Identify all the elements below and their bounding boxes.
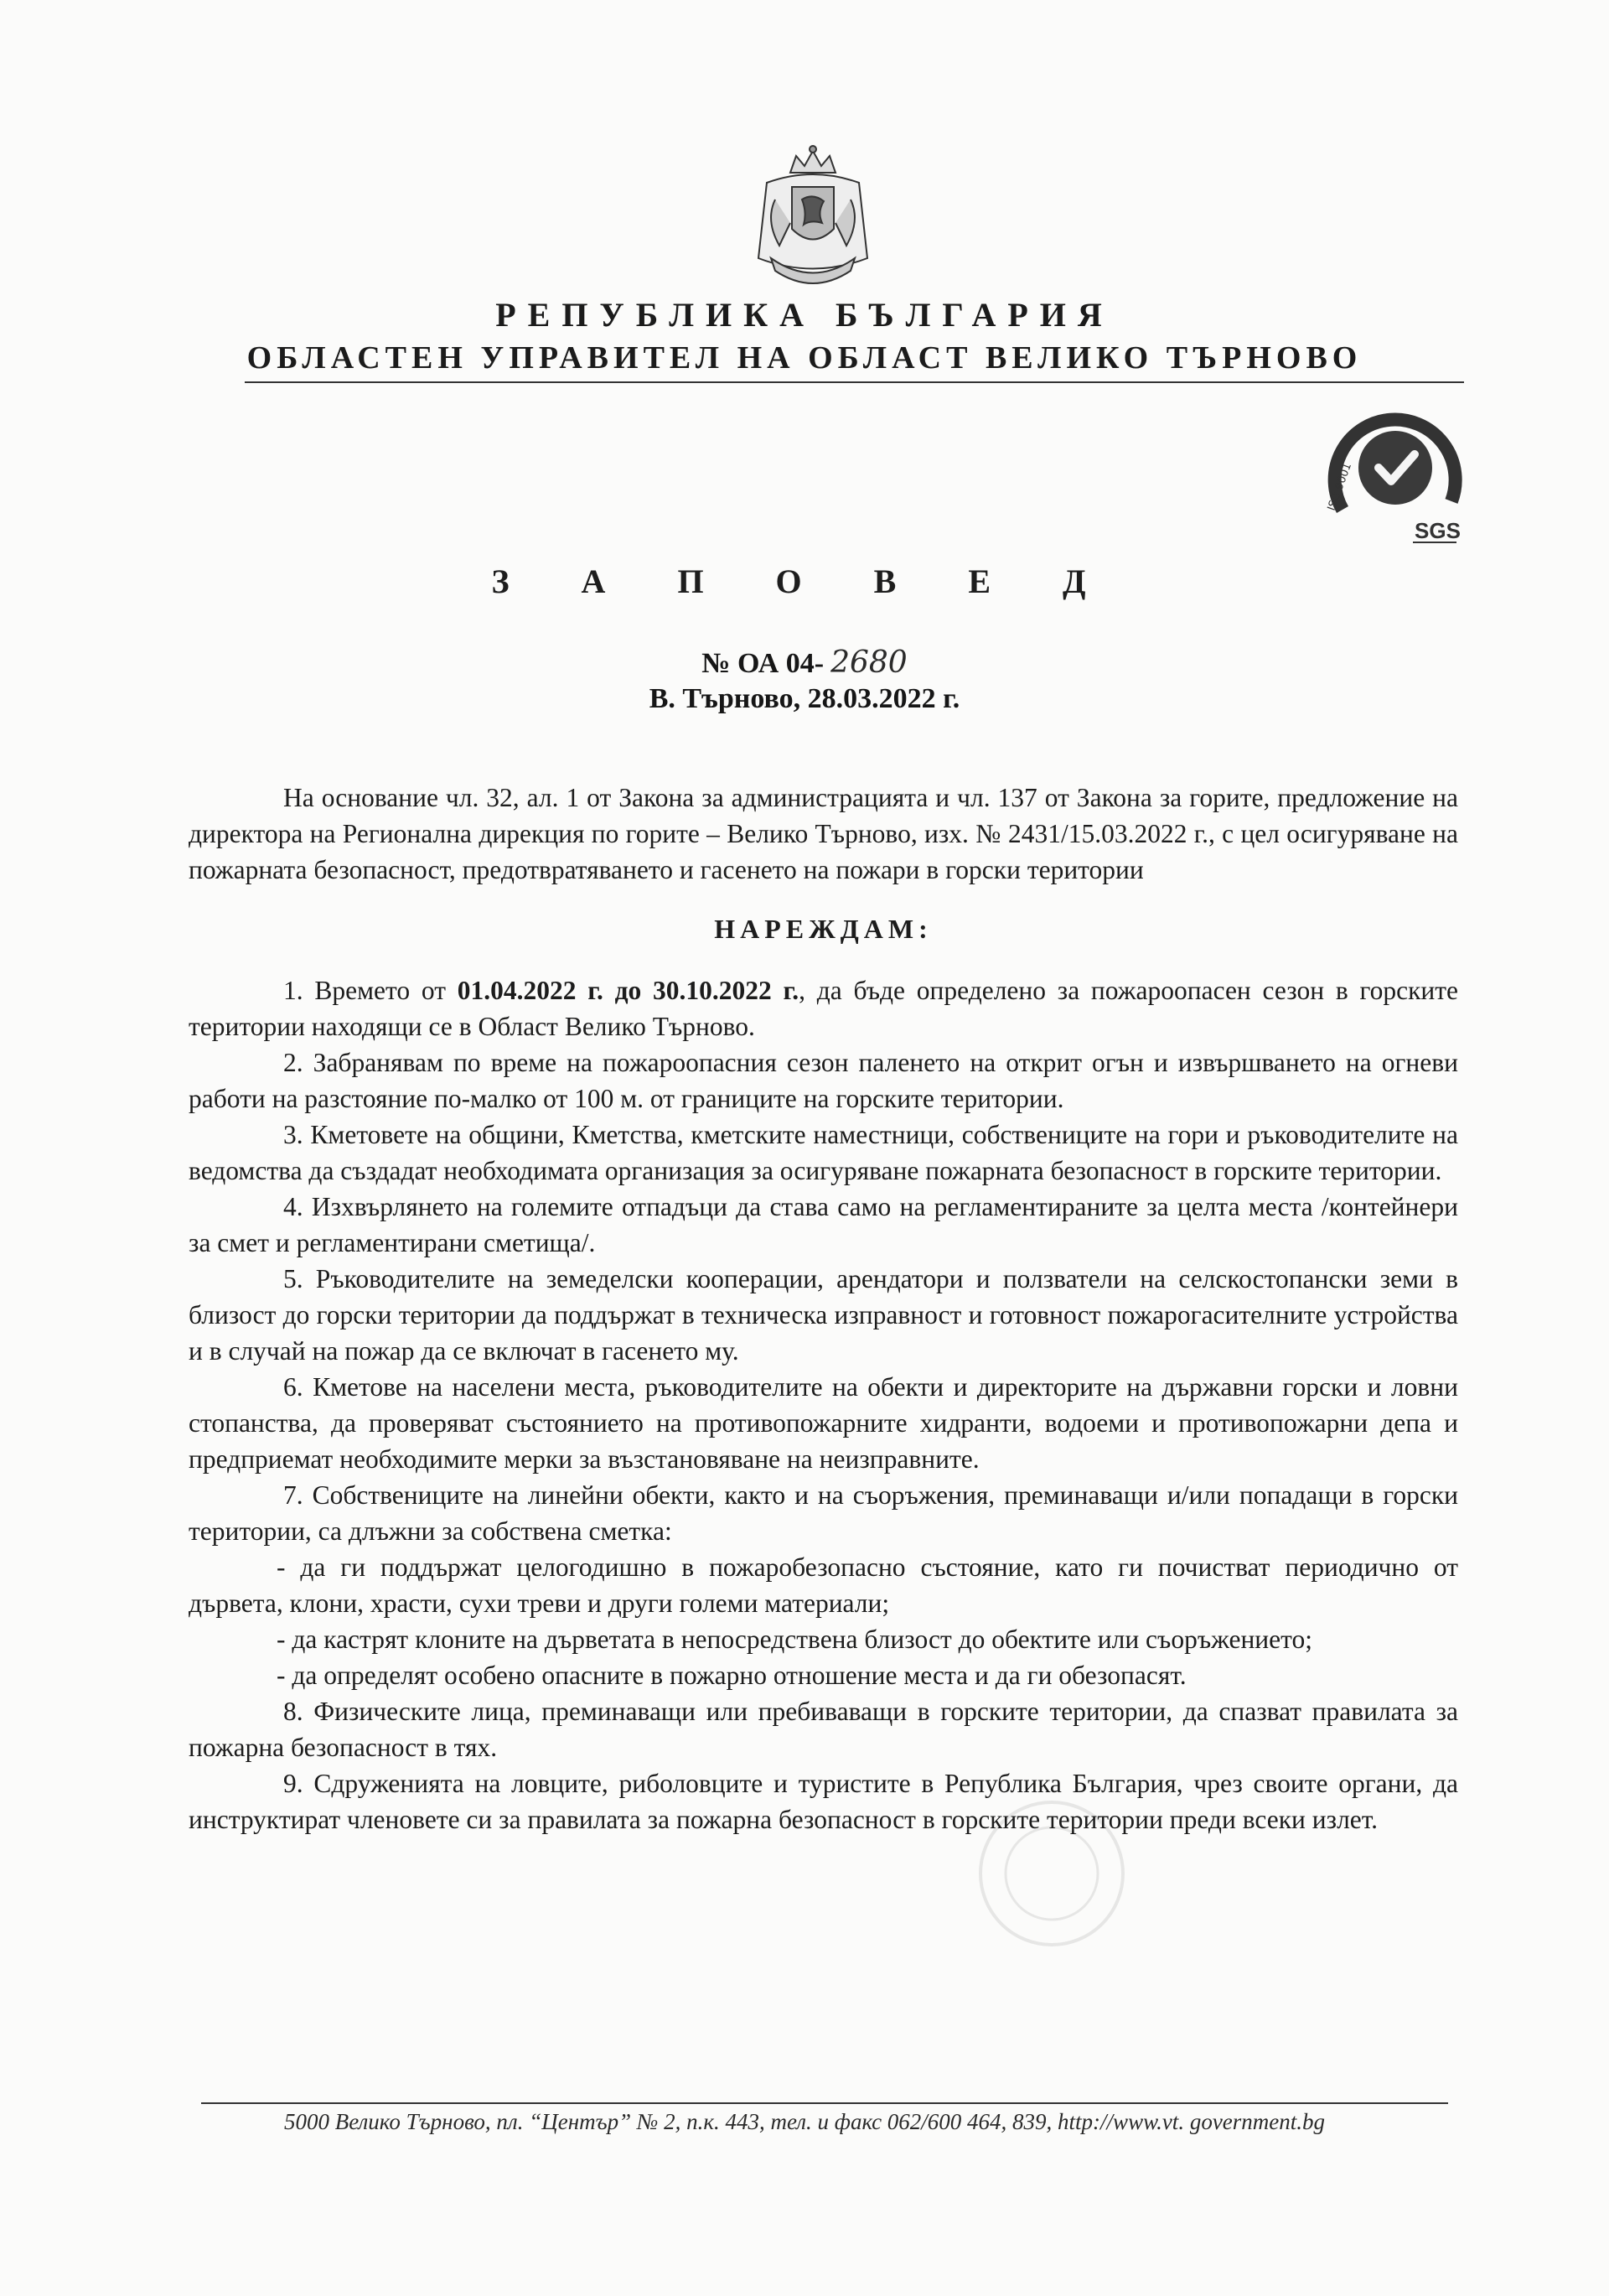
order-number-handwritten: 2680 [830, 645, 908, 680]
footer-address: 5000 Велико Търново, пл. “Център” № 2, п.к. 443, тел. и факс 062/600 464, 839, http://www.vt. government.bg [283, 2109, 1326, 2134]
order-item-9: 9. Сдруженията на ловците, риболовците и туристите в Република България, чрез своите органи, да инструктират членовете си за правилата за пожарна безопасност в горските територии преди всеки излет. [189, 1769, 1458, 1834]
order-item-4: 4. Изхвърлянето на големите отпадъци да става само на регламентираните за целта места /контейнери за смет и регламентирани сметища/. [189, 1192, 1458, 1257]
order-item-6: 6. Кметове на населени места, ръководителите на обекти и директорите на държавни горски и ловни стопанства, да проверяват състоянието на противопожарните хидранти, водоеми и противопожарни депа и предприемат необходимите мерки за възстановяване на неизправните. [189, 1372, 1458, 1474]
item-1-season-dates: 01.04.2022 г. до 30.10.2022 г. [457, 976, 799, 1005]
coat-of-arms-icon [733, 141, 892, 300]
header-divider [245, 381, 1464, 383]
item-1-rest: , да бъде определено за пожароопасен сезон в горските територии находящи се в Област Велико Търново. [189, 976, 1459, 1041]
faint-stamp-icon [972, 1794, 1131, 1953]
order-item-1 [189, 972, 1458, 1044]
order-body [189, 780, 1458, 1837]
order-place-date: В. Търново, 28.03.2022 г. [649, 683, 960, 714]
authority-heading: ОБЛАСТЕН УПРАВИТЕЛ НА ОБЛАСТ ВЕЛИКО ТЪРНОВО [246, 340, 1363, 376]
order-item-5: 5. Ръководителите на земеделски кооперации, арендатори и ползватели на селскостопански земи в близост до горски територии да поддържат в техническа изправност и готовност пожарогасителните устройства и в случай на пожар да се включат в гасенето му. [189, 1264, 1458, 1366]
intro-paragraph: На основание чл. 32, ал. 1 от Закона за администрацията и чл. 137 от Закона за горите, предложение на директора на Регионална дирекция по горите – Велико Търново, изх. № 2431/15.03.2022 г., с цел осигуряване на пожарната безопасност, предотвратяването и гасенето на пожари в горски територии [189, 783, 1458, 884]
footer-divider [201, 2102, 1448, 2104]
cert-mark-label: SGS [1415, 518, 1461, 543]
decree-heading: НАРЕЖДАМ: [714, 914, 933, 944]
order-item-8: 8. Физическите лица, преминаващи или пребиваващи в горските територии, да спазват правилата за пожарна безопасност в тях. [189, 1697, 1458, 1762]
order-number-prefix: № ОА 04- [701, 648, 825, 679]
order-title: З А П О В Е Д [491, 562, 1118, 600]
order-item-7-sub-b: - да кастрят клоните на дърветата в непосредствена близост до обектите или съоръжението; [277, 1625, 1312, 1654]
sgs-certification-icon [1316, 394, 1475, 553]
order-item-7-sub-c: - да определят особено опасните в пожарно отношение места и да ги обезопасят. [277, 1661, 1187, 1690]
country-heading: РЕПУБЛИКА БЪЛГАРИЯ [495, 296, 1114, 334]
order-number [0, 645, 1609, 680]
item-1-prefix: 1. Времето от [283, 976, 458, 1005]
cert-ring-label: ISO 9001 [1325, 461, 1355, 513]
order-item-7-sub-a: - да ги поддържат целогодишно в пожаробезопасно състояние, като ги почистват периодично от дървета, клони, храсти, сухи треви и други големи материали; [189, 1552, 1458, 1618]
order-item-7: 7. Собствениците на линейни обекти, както и на съоръжения, преминаващи и/или попадащи в горски територии, са длъжни за собствена сметка: [189, 1480, 1458, 1546]
order-item-3: 3. Кметовете на общини, Кметства, кметските наместници, собствениците на гори и ръководителите на ведомства да създадат необходимата организация за осигуряване пожарната безопасност в горските територии. [189, 1120, 1458, 1185]
order-item-2: 2. Забранявам по време на пожароопасния сезон паленето на открит огън и извършването на огневи работи на разстояние по-малко от 100 м. от границите на горските територии. [189, 1048, 1458, 1113]
